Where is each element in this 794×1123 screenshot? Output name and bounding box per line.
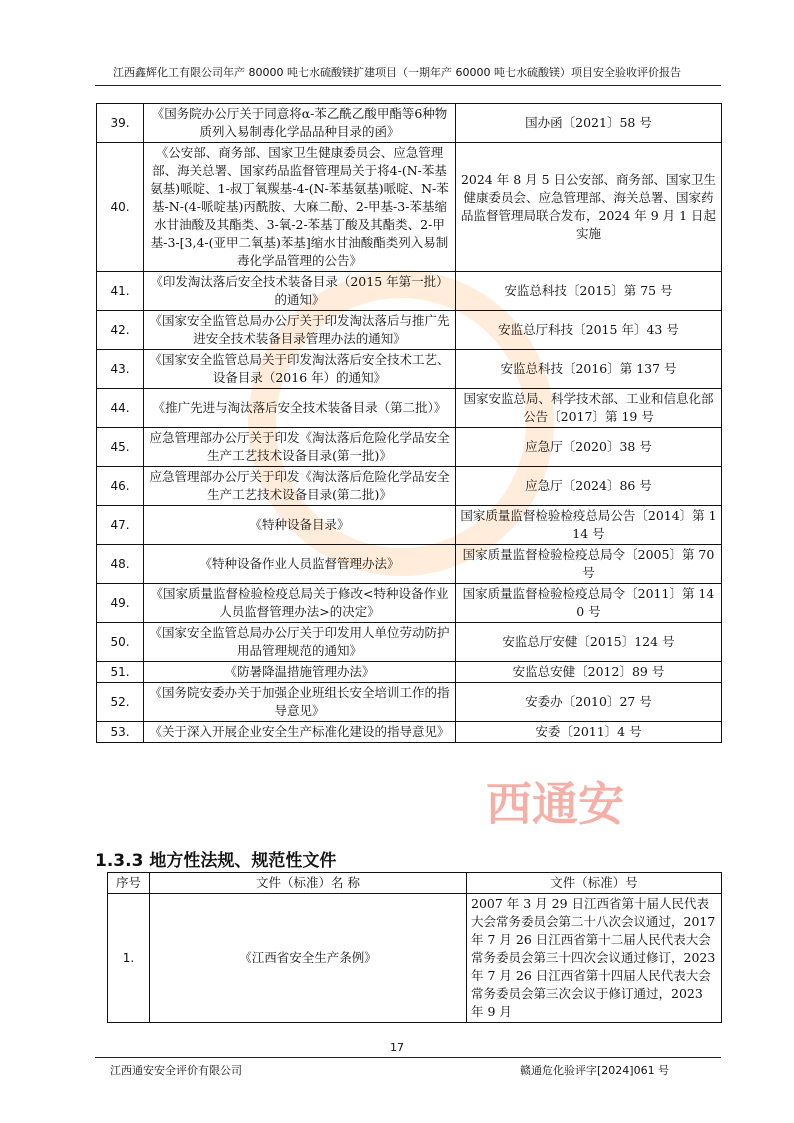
row-document-name: 《关于深入开展企业安全生产标准化建设的指导意见》 xyxy=(144,722,456,743)
row-number: 52. xyxy=(97,683,144,722)
row-document-number: 2007 年 3 月 29 日江西省第十届人民代表大会常务委员会第二十八次会议通过，2017 年 7 月 26 日江西省第十二届人民代表大会常务委员会第三十四次会议通过修订，2023 年 7 月 26 日江西省第十四届人民代表大会常务委员会第三次会议于修订通过，2023 年 9 月 xyxy=(467,894,722,1023)
row-document-name: 《国务院安委办关于加强企业班组长安全培训工作的指导意见》 xyxy=(144,683,456,722)
row-document-number: 安监总科技〔2015〕第 75 号 xyxy=(456,272,722,311)
row-number: 45. xyxy=(97,428,144,467)
row-document-number: 2024 年 8 月 5 日公安部、商务部、国家卫生健康委员会、应急管理部、海关总署、国家药品监督管理局联合发布，2024 年 9 月 1 日起实施 xyxy=(456,143,722,272)
row-document-number: 安监总厅科技〔2015 年〕43 号 xyxy=(456,311,722,350)
row-number: 51. xyxy=(97,662,144,683)
local-regulations-table xyxy=(107,872,722,1023)
row-document-name: 应急管理部办公厅关于印发《淘汰落后危险化学品安全生产工艺技术设备目录(第二批)》 xyxy=(144,467,456,506)
row-number: 1. xyxy=(108,894,150,1023)
row-document-name: 《公安部、商务部、国家卫生健康委员会、应急管理部、海关总署、国家药品监督管理局关于将4-(N-苯基氨基)哌啶、1-叔丁氧羰基-4-(N-苯基氨基)哌啶、N-苯基-N-(4-哌啶基)丙酰胺、大麻二酚、2-甲基-3-苯基缩水甘油酸及其酯类、3-氧-2-苯基丁酸及其酯类、2-甲基-3-[3,4-(亚甲二氧基)苯基]缩水甘油酸酯类列入易制毒化学品管理的公告》 xyxy=(144,143,456,272)
row-document-name: 《国家质量监督检验检疫总局关于修改<特种设备作业人员监督管理办法>的决定》 xyxy=(144,584,456,623)
row-number: 46. xyxy=(97,467,144,506)
table-row xyxy=(97,722,722,743)
row-document-name: 《国家安全监管总局办公厅关于印发用人单位劳动防护用品管理规范的通知》 xyxy=(144,623,456,662)
page-number: 17 xyxy=(390,1041,404,1054)
table-row xyxy=(97,272,722,311)
table-row xyxy=(97,683,722,722)
row-document-name: 《江西省安全生产条例》 xyxy=(150,894,467,1023)
table-row xyxy=(97,623,722,662)
header-name: 文件（标准）名 称 xyxy=(150,873,467,894)
table-row xyxy=(97,467,722,506)
table-row xyxy=(97,428,722,467)
row-document-number: 应急厅〔2020〕38 号 xyxy=(456,428,722,467)
watermark-text: 西通安 xyxy=(486,777,624,831)
row-document-name: 《国家安全监管总局关于印发淘汰落后安全技术工艺、设备目录（2016 年）的通知》 xyxy=(144,350,456,389)
row-document-name: 《推广先进与淘汰落后安全技术装备目录（第二批）》 xyxy=(144,389,456,428)
row-document-number: 国家质量监督检验检疫总局公告〔2014〕第 114 号 xyxy=(456,506,722,545)
section-number: 1.3.3 xyxy=(95,851,144,871)
row-document-number: 国家质量监督检验检疫总局令〔2011〕第 140 号 xyxy=(456,584,722,623)
header-doc: 文件（标准）号 xyxy=(467,873,722,894)
row-document-number: 国家安监总局、科学技术部、工业和信息化部公告〔2017〕第 19 号 xyxy=(456,389,722,428)
row-document-number: 安监总科技〔2016〕第 137 号 xyxy=(456,350,722,389)
footer-report-no: 赣通危化验评字[2024]061 号 xyxy=(520,1064,670,1077)
table-row xyxy=(97,143,722,272)
section-title: 地方性法规、规范性文件 xyxy=(149,851,337,871)
header-no: 序号 xyxy=(108,873,150,894)
footer-divider xyxy=(95,1057,721,1058)
row-number: 50. xyxy=(97,623,144,662)
row-document-name: 《国家安全监管总局办公厅关于印发淘汰落后与推广先进安全技术装备目录管理办法的通知》 xyxy=(144,311,456,350)
row-document-name: 《印发淘汰落后安全技术装备目录（2015 年第一批）的通知》 xyxy=(144,272,456,311)
table-row xyxy=(97,104,722,143)
row-document-number: 安监总安健〔2012〕89 号 xyxy=(456,662,722,683)
row-number: 44. xyxy=(97,389,144,428)
row-number: 48. xyxy=(97,545,144,584)
row-document-number: 安监总厅安健〔2015〕124 号 xyxy=(456,623,722,662)
row-document-number: 安委〔2011〕4 号 xyxy=(456,722,722,743)
table-row xyxy=(97,311,722,350)
row-document-number: 国办函〔2021〕58 号 xyxy=(456,104,722,143)
row-number: 42. xyxy=(97,311,144,350)
row-document-number: 国家质量监督检验检疫总局令〔2005〕第 70 号 xyxy=(456,545,722,584)
row-document-name: 应急管理部办公厅关于印发《淘汰落后危险化学品安全生产工艺技术设备目录(第一批)》 xyxy=(144,428,456,467)
footer-company: 江西通安安全评价有限公司 xyxy=(110,1064,242,1077)
row-number: 40. xyxy=(97,143,144,272)
table-row xyxy=(97,350,722,389)
row-number: 49. xyxy=(97,584,144,623)
row-document-number: 安委办〔2010〕27 号 xyxy=(456,683,722,722)
table-row xyxy=(97,545,722,584)
regulations-table xyxy=(96,103,722,743)
row-number: 41. xyxy=(97,272,144,311)
section-heading xyxy=(95,846,336,871)
row-document-name: 《国务院办公厅关于同意将α-苯乙酰乙酸甲酯等6种物质列入易制毒化学品品种目录的函》 xyxy=(144,104,456,143)
row-number: 39. xyxy=(97,104,144,143)
table-header-row xyxy=(108,873,722,894)
header-divider xyxy=(95,85,721,86)
table-row xyxy=(97,662,722,683)
table-row xyxy=(97,389,722,428)
row-document-name: 《特种设备目录》 xyxy=(144,506,456,545)
row-document-number: 应急厅〔2024〕86 号 xyxy=(456,467,722,506)
row-document-name: 《特种设备作业人员监督管理办法》 xyxy=(144,545,456,584)
row-document-name: 《防暑降温措施管理办法》 xyxy=(144,662,456,683)
table-row xyxy=(97,584,722,623)
row-number: 43. xyxy=(97,350,144,389)
row-number: 47. xyxy=(97,506,144,545)
table-row xyxy=(108,894,722,1023)
table-row xyxy=(97,506,722,545)
page-header: 江西鑫辉化工有限公司年产 80000 吨七水硫酸镁扩建项目（一期年产 60000 吨七水硫酸镁）项目安全验收评价报告 xyxy=(113,66,681,79)
row-number: 53. xyxy=(97,722,144,743)
